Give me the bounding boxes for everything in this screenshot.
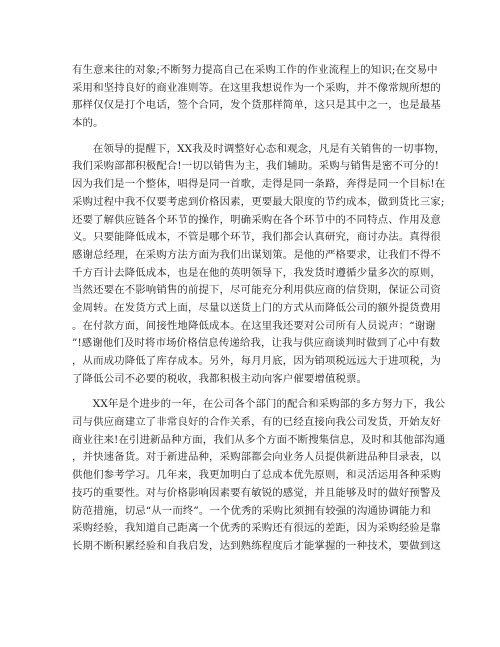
paragraph-gap [72,133,429,141]
text-line: 采用和坚持良好的商业准则等。在这里我想说作为一个采购，并不像常规所想的 [72,81,441,94]
text-line: 。在付款方面，间接性地降低成本。在这里我还要对公司所有人员说声：“谢谢 [72,319,436,332]
paragraph-3 [72,396,446,555]
text-line: 供他们参考学习。几年来，我更加明白了总成本优先原则，和灵活运用各种采购 [72,469,441,482]
text-line: 采购经验，我知道自己距离一个优秀的采购还有很远的差距，因为采购经验是靠 [72,522,441,535]
text-line: 商业往来!在引进新品种方面，我们从多个方面不断搜集信息，及时和其他部沟通 [72,433,446,446]
text-line: 还要了解供应链各个环节的操作，明确采购在各个环节中的不同特点、作用及意 [72,213,441,226]
text-line: 采购过程中我不仅要考虑到价格因素，更要最大限度的节约成本，做到货比三家; [72,195,445,208]
text-line: 我们采购部都积极配合!一切以销售为主，我们辅助。采购与销售是密不可分的! [72,160,440,173]
text-line: 有生意来往的对象;不断努力提高自己在采购工作的作业流程上的知识;在交易中 [72,64,438,76]
text-line: ”!感谢他们及时将市场价格信息传递给我，让我与供应商谈判时做到了心中有数 [72,337,441,350]
text-line: ，从而成功降低了库存成本。另外，每月月底，因为销项税远远大于进项税，为 [72,355,441,367]
paragraph-gap [72,388,429,396]
text-line: 因为我们是一个整体，唱得是同一首歌，走得是同一条路，奔得是同一个目标!在 [72,178,446,191]
text-line: 司与供应商建立了非常良好的合作关系，有的已经直接向我公司发货，开始友好 [72,416,441,429]
text-line: ，并快速备货。对于新进品种，采购部都会向业务人员提供新进品种目录表，以 [72,451,441,464]
text-line: 长期不断积累经验和自我启发，达到熟练程度后才能掌握的一种技术，要做到这 [72,539,441,552]
text-line: 技巧的重要性。对与价格影响因素要有敏锐的感觉，并且能够及时的做好预警及 [72,486,441,499]
text-line: 金周转。在发货方式上面，尽量以送货上门的方式从而降低公司的额外提货费用 [72,301,441,314]
text-line: 千方百计去降低成本，也是在他的英明领导下，我发货时遵循少量多次的原则， [72,266,441,279]
text-line: 感谢总经理，在采购方法方面为我们出谋划策。是他的严格要求，让我们不得不 [72,248,441,261]
text-line: 防范措施，切忌“从一而终”。一个优秀的采购比须拥有较强的沟通协调能力和 [72,504,431,517]
text-line: 那样仅仅是打个电话，签个合同，发个货那样简单，这只是其中之一，也是最基 [72,99,441,112]
text-line: 了降低公司不必要的税收，我都积极主动向客户催要增值税票。 [72,372,368,385]
text-line: 义。只要能降低成本，不管是哪个环节，我们都会认真研究，商讨办法。真得很 [72,231,441,244]
document-body [72,62,446,556]
text-line: XX年是个进步的一年，在公司各个部门的配合和采购部的多方努力下，我公 [92,398,446,411]
paragraph-1 [72,62,441,133]
text-line: 在领导的提醒下，XX我及时调整好心态和观念，凡是有关销售的一切事物， [92,142,446,155]
text-line: 本的。 [72,117,104,130]
paragraph-2 [72,141,446,389]
text-line: 当然还要在不影响销售的前提下，尽可能充分利用供应商的信贷期，保证公司资 [72,284,441,297]
